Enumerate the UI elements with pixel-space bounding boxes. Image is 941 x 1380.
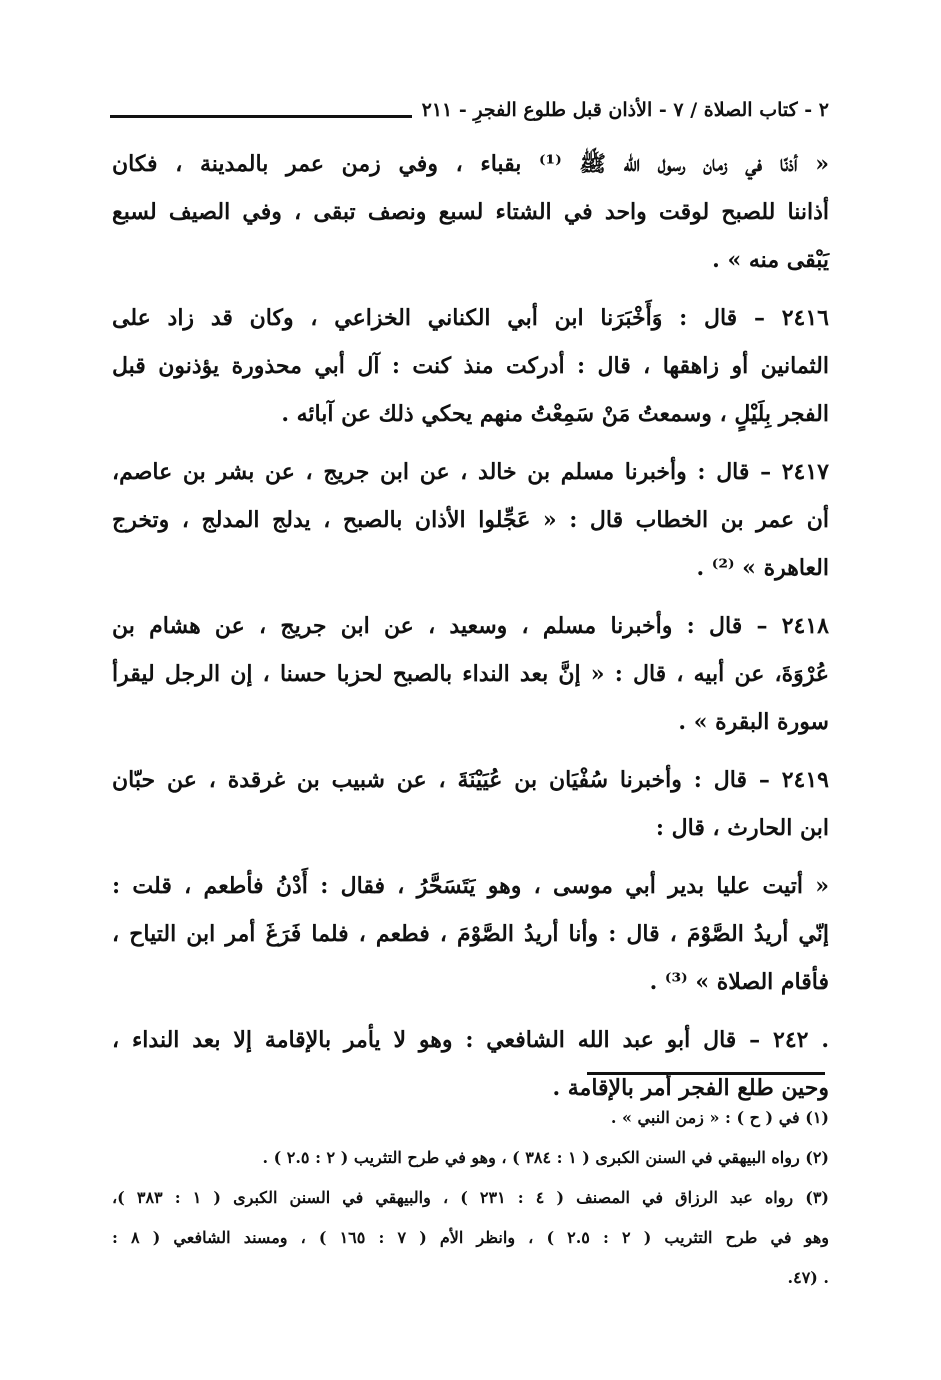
running-header <box>110 88 829 122</box>
footnote-line: (١) في ( ح ) : « زمن النبي » . <box>610 1108 829 1127</box>
header-rule <box>110 115 412 118</box>
footnote-separator <box>587 1072 825 1075</box>
text-line: ٢٤١٦ – قال : وَأَخْبَرَنا ابن أبي الكناني الخزاعي ، وكان قد زاد على <box>112 305 829 331</box>
text-line: ٢٤١٩ – قال : وأخبرنا سُفْيَان بن عُيَيْنَةَ ، عن شبيب بن غرقدة ، عن حبّان <box>112 767 829 793</box>
footnote-3 <box>112 1178 829 1298</box>
text-line: « أتيت عليا بدير أبي موسى ، وهو يَتَسَحَّرُ ، فقال : أَدْنُ فأطعم ، قلت : <box>112 873 829 899</box>
footnote-line: (٢) رواه البيهقي في السنن الكبرى ( ١ : ٣٨٤ ) ، وهو في طرح التثريب ( ٢ : ٢.٥ ) . <box>262 1148 829 1167</box>
text-line: إنّي أريدُ الصَّوْمَ ، قال : وأنا أريدُ الصَّوْمَ ، فطعم ، فلما فَرَغَ أمر ابن التياح ، <box>112 921 829 947</box>
text-line: « أذنّا في زمان رسول الله ﷺ ⁽¹⁾ بقباء ، وفي زمن عمر بالمدينة ، فكان <box>112 151 830 177</box>
text-line: الفجر بِلَيْلٍ ، وسمعتُ مَنْ سَمِعْتُ منهم يحكي ذلك عن آبائه . <box>281 401 829 427</box>
text-line: سورة البقرة » . <box>678 709 829 735</box>
text-line: أذاننا للصبح لوقت واحد في الشتاء لسبع ونصف تبقى ، وفي الصيف لسبع <box>112 199 829 225</box>
text-line: ٢٤١٧ – قال : وأخبرنا مسلم بن خالد ، عن ابن جريج ، عن بشر بن عاصم، <box>112 459 829 485</box>
footnote-2 <box>112 1138 829 1178</box>
footnote-line: . (٤٧. <box>787 1268 829 1287</box>
text-line: ٢٤١٨ – قال : وأخبرنا مسلم ، وسعيد ، عن ابن جريج ، عن هشام بن <box>112 613 829 639</box>
main-text <box>112 140 829 1122</box>
text-line: وحين طلع الفجر أمر بالإقامة . <box>552 1075 829 1101</box>
running-title: ٢ - كتاب الصلاة / ٧ - الأذان قبل طلوع الفجرِ - ٢١١ <box>421 99 829 121</box>
footnote-1 <box>112 1098 829 1138</box>
footnote-line: وهو في طرح التثريب ( ٢ : ٢.٥ ) ، وانظر الأم ( ٧ : ١٦٥ ) ، ومسند الشافعي ( ٨ : <box>112 1228 830 1247</box>
text-line: يَبْقى منه » . <box>712 247 829 273</box>
text-line: الثمانين أو زاهقها ، قال : أدركت منذ كنت : آل أبي محذورة يؤذنون قبل <box>112 353 829 379</box>
paragraph-2419 <box>112 756 829 852</box>
text-line: . ٢٤٢ – قال أبو عبد الله الشافعي : وهو لا يأمر بالإقامة إلا بعد النداء ، <box>112 1027 829 1053</box>
paragraph-quote-ali <box>112 862 829 1006</box>
text-line: فأقام الصلاة » ⁽³⁾ . <box>649 969 829 995</box>
text-line: أن عمر بن الخطاب قال : « عَجِّلوا الأذان بالصبح ، يدلج المدلج ، وتخرج <box>112 507 829 533</box>
paragraph-2418 <box>112 602 829 746</box>
paragraph-quote-adhan <box>112 140 829 284</box>
paragraph-2416 <box>112 294 829 438</box>
text-line: ابن الحارث ، قال : <box>655 815 829 841</box>
footnotes <box>112 1098 829 1298</box>
footnote-line: (٣) رواه عبد الرزاق في المصنف ( ٤ : ٢٣١ ) ، والبيهقي في السنن الكبرى ( ١ : ٣٨٣ )، <box>112 1188 829 1207</box>
text-line: عُرْوَةَ، عن أبيه ، قال : « إنَّ بعد النداء بالصبح لحزبا حسنا ، إن الرجل ليقرأ <box>112 661 829 687</box>
paragraph-2417 <box>112 448 829 592</box>
text-line: العاهرة » ⁽²⁾ . <box>696 555 829 581</box>
